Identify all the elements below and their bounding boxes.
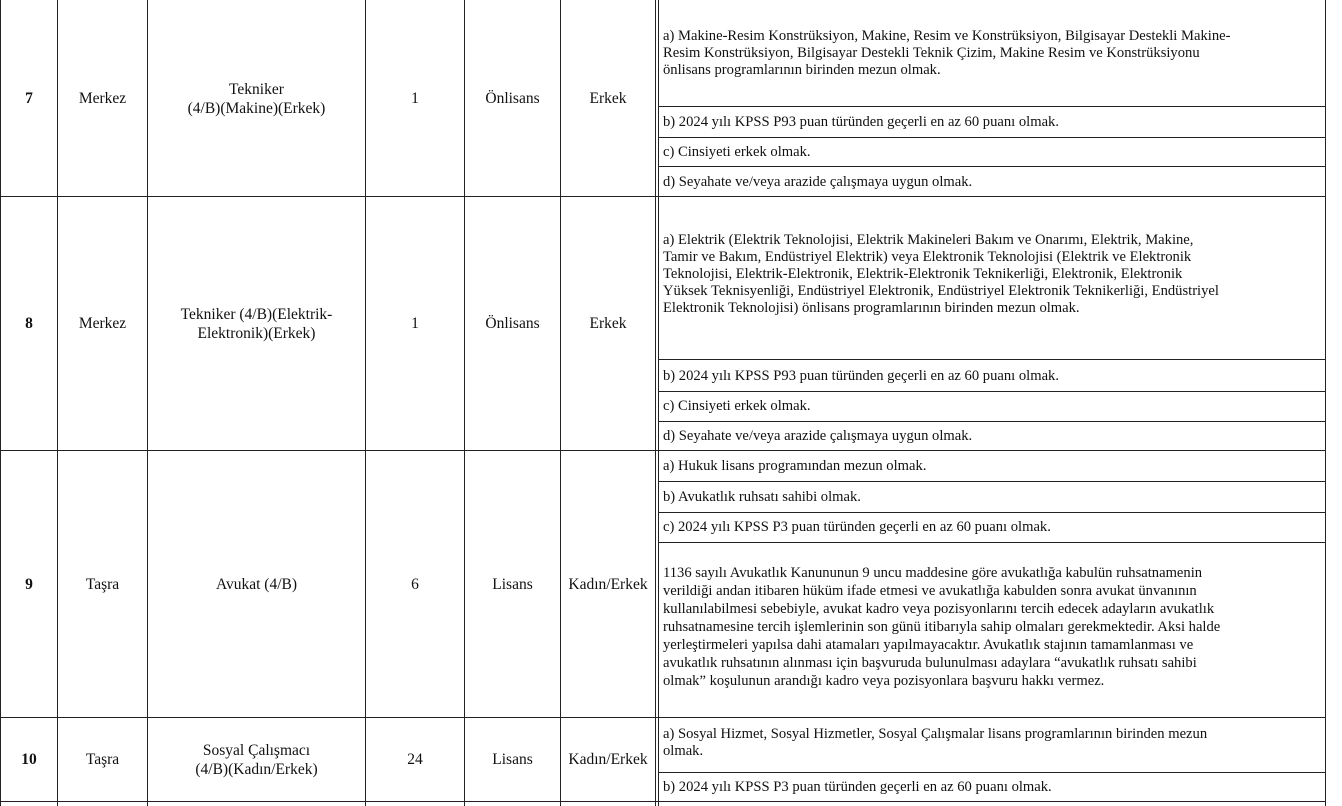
position-count: 6 (411, 575, 419, 593)
gender-cell: Kadın/Erkek (568, 751, 648, 768)
condition-separator (658, 421, 1326, 422)
row-number: 8 (25, 315, 33, 332)
condition-text: c) 2024 yılı KPSS P3 puan türünden geçerli en az 60 puanı olmak. (663, 519, 1051, 535)
condition-separator (658, 359, 1326, 360)
education-level: Lisans (492, 575, 533, 593)
condition-text: a) Hukuk lisans programından mezun olmak. (663, 458, 927, 474)
condition-separator (658, 481, 1326, 482)
position-count: 1 (411, 315, 419, 332)
condition-separator (658, 137, 1326, 138)
unit-cell: Taşra (85, 575, 120, 593)
condition-text: c) Cinsiyeti erkek olmak. (663, 398, 811, 414)
condition-separator (658, 772, 1326, 773)
position-count: 1 (411, 90, 419, 107)
condition-text: a) Makine-Resim Konstrüksiyon, Makine, Resim ve Konstrüksiyon, Bilgisayar Destekli Makine- Resim Konstrüksiyon, Bilgisayar Destekli Teknik Çizim, Makine Resim ve Konstrüksiyonu önlisans programlarının birinden mezun olmak. (663, 28, 1231, 78)
condition-separator (658, 542, 1326, 543)
grid-line (655, 0, 656, 806)
unit-cell: Merkez (78, 315, 127, 332)
gender-cell: Erkek (589, 90, 627, 107)
condition-text: b) 2024 yılı KPSS P3 puan türünden geçerli en az 60 puanı olmak. (663, 779, 1052, 795)
condition-text: a) Sosyal Hizmet, Sosyal Hizmetler, Sosyal Çalışmalar lisans programlarının birinden mezun olmak. (663, 726, 1208, 759)
condition-text: d) Seyahate ve/veya arazide çalışmaya uygun olmak. (663, 174, 973, 190)
condition-text: 1136 sayılı Avukatlık Kanununun 9 uncu maddesine göre avukatlığa kabulün ruhsatnamenin verildiği andan itibaren hüküm ifade etmesi ve avukatlığa kabulden sonra avukat ünvanının kullanılabilmesi sebebiyle, avukat kadro veya pozisyonlarını tercih edecek adayların avukatlık ruhsatnamesine tercih işlemlerinin son günü itibarıyla sahip olmaları gerekmektedir. Aksi halde yerleştirmeleri yapılsa dahi atamaları yapılmayacaktır. Avukatlık stajının tamamlanması ve avukatlık ruhsatının alınması için başvuruda bulunulması adaylara “avukatlık ruhsatı sahibi olmak” koşulunun arandığı kadro veya pozisyonlara başvuru hakkı vermez. (663, 565, 1221, 689)
gender-cell: Kadın/Erkek (568, 575, 648, 593)
condition-separator (658, 166, 1326, 167)
position-title: Avukat (4/B) (215, 575, 298, 593)
condition-separator (658, 391, 1326, 392)
education-level: Önlisans (485, 315, 540, 332)
condition-text: b) Avukatlık ruhsatı sahibi olmak. (663, 489, 861, 505)
row-separator (0, 801, 1326, 802)
condition-text: b) 2024 yılı KPSS P93 puan türünden geçerli en az 60 puanı olmak. (663, 368, 1059, 384)
condition-text: d) Seyahate ve/veya arazide çalışmaya uygun olmak. (663, 428, 973, 444)
gender-cell: Erkek (589, 315, 627, 332)
position-title: Tekniker (4/B)(Makine)(Erkek) (187, 80, 326, 117)
row-number: 7 (25, 90, 33, 107)
position-count: 24 (407, 751, 423, 768)
position-title: Tekniker (4/B)(Elektrik- Elektronik)(Erkek) (180, 305, 333, 342)
condition-text: a) Elektrik (Elektrik Teknolojisi, Elektrik Makineleri Bakım ve Onarımı, Elektrik, Makine, Tamir ve Bakım, Endüstriyel Elektrik) veya Elektronik Teknolojisi (Elektrik ve Elektronik Teknolojisi, Elektrik-Elektronik, Elektrik-Elektronik Teknikerliği, Elektronik, Elektronik Yüksek Teknisyenliği, Endüstriyel Elektronik, Endüstriyel Elektronik Teknikerliği, Endüstriyel Elektronik Teknolojisi) önlisans programlarının birinden mezun olmak. (663, 232, 1219, 316)
condition-separator (658, 106, 1326, 107)
unit-cell: Taşra (85, 751, 120, 768)
row-number: 10 (21, 751, 37, 768)
condition-separator (658, 512, 1326, 513)
row-number: 9 (25, 575, 33, 593)
unit-cell: Merkez (78, 90, 127, 107)
education-level: Önlisans (485, 90, 540, 107)
condition-text: c) Cinsiyeti erkek olmak. (663, 144, 811, 160)
grid-line (658, 0, 659, 806)
position-title: Sosyal Çalışmacı (4/B)(Kadın/Erkek) (195, 741, 318, 778)
education-level: Lisans (492, 751, 533, 768)
condition-text: b) 2024 yılı KPSS P93 puan türünden geçerli en az 60 puanı olmak. (663, 114, 1059, 130)
grid-line (1325, 0, 1326, 806)
